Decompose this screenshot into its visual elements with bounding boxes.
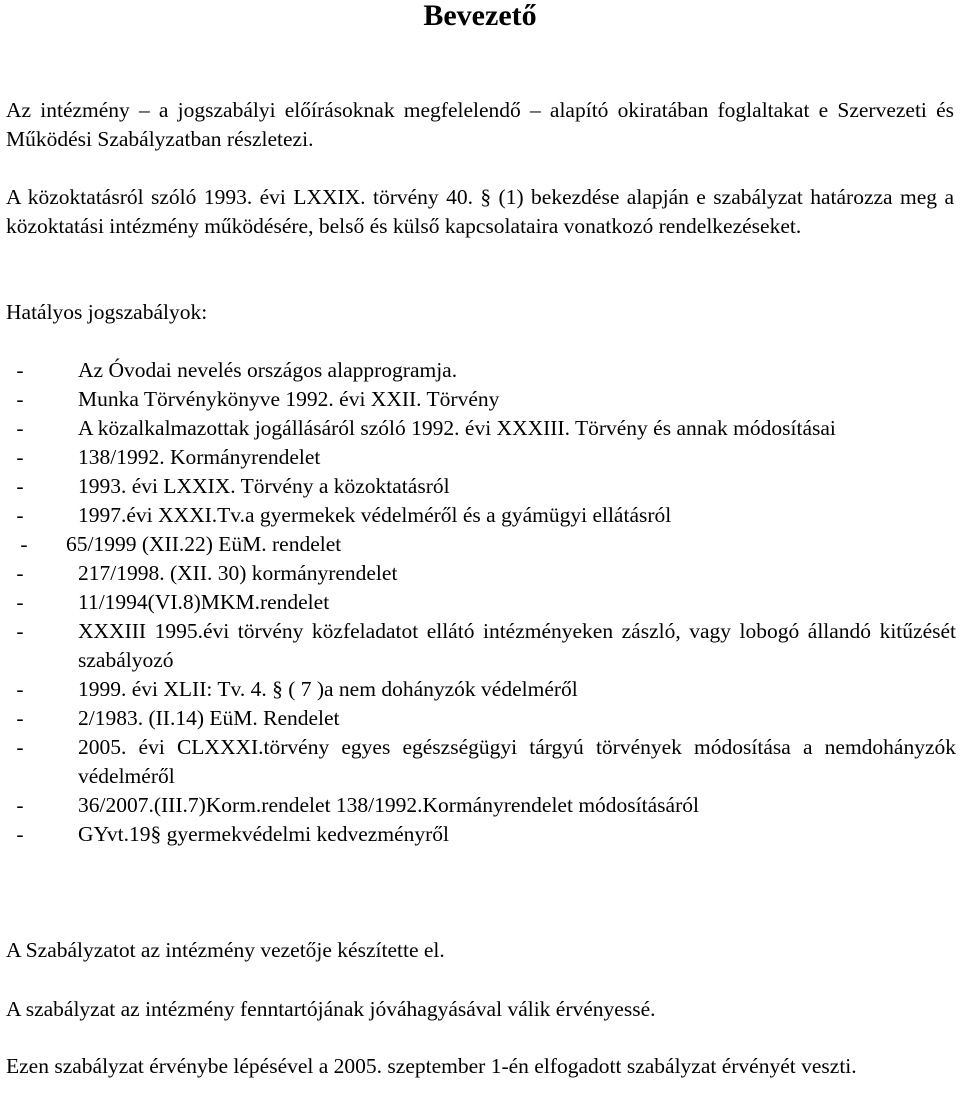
list-dash: - xyxy=(16,387,24,411)
law-text: GYvt.19§ gyermekvédelmi kedvezményről xyxy=(78,822,450,846)
list-dash: - xyxy=(16,619,24,643)
list-item xyxy=(10,443,956,472)
list-item xyxy=(10,530,956,559)
list-dash: - xyxy=(16,735,24,759)
law-text: 2005. évi CLXXXI.törvény egyes egészségügyi tárgyú törvények módosítása a nemdohányzók védelméről xyxy=(78,735,956,788)
law-text: 1999. évi XLII: Tv. 4. § ( 7 )a nem dohányzók védelméről xyxy=(78,677,578,701)
list-dash: - xyxy=(20,532,28,556)
list-item xyxy=(10,791,956,820)
list-dash: - xyxy=(16,706,24,730)
law-text: XXXIII 1995.évi törvény közfeladatot ellátó intézményeken zászló, vagy lobogó állandó kitűzését szabályozó xyxy=(78,619,956,672)
list-dash: - xyxy=(16,590,24,614)
list-dash: - xyxy=(16,561,24,585)
closing-paragraph-1: A Szabályzatot az intézmény vezetője készítette el. xyxy=(6,938,445,962)
page-title: Bevezető xyxy=(423,0,537,32)
law-text: A közalkalmazottak jogállásáról szóló 1992. évi XXXIII. Törvény és annak módosításai xyxy=(78,416,836,440)
law-text: 36/2007.(III.7)Korm.rendelet 138/1992.Kormányrendelet módosításáról xyxy=(78,793,699,817)
law-text: Az Óvodai nevelés országos alapprogramja. xyxy=(78,358,458,382)
law-text: 65/1999 (XII.22) EüM. rendelet xyxy=(66,532,342,556)
list-dash: - xyxy=(16,445,24,469)
list-dash: - xyxy=(16,358,24,382)
law-text: Munka Törvénykönyve 1992. évi XXII. Törvény xyxy=(78,387,500,411)
list-dash: - xyxy=(16,793,24,817)
list-dash: - xyxy=(16,503,24,527)
closing-paragraph-2: A szabályzat az intézmény fenntartójának jóváhagyásával válik érvényessé. xyxy=(6,997,656,1021)
list-item xyxy=(10,588,956,617)
laws-list xyxy=(10,356,956,849)
law-text: 217/1998. (XII. 30) kormányrendelet xyxy=(78,561,398,585)
list-item xyxy=(10,675,956,704)
law-text: 2/1983. (II.14) EüM. Rendelet xyxy=(78,706,340,730)
law-text: 1997.évi XXXI.Tv.a gyermekek védelméről és a gyámügyi ellátásról xyxy=(78,503,672,527)
list-dash: - xyxy=(16,474,24,498)
intro-paragraph-1: Az intézmény – a jogszabályi előírásoknak megfelelendő – alapító okiratában foglaltakat e Szervezeti és Működési Szabályzatban részletezi. xyxy=(6,98,954,151)
intro-paragraph-2: A közoktatásról szóló 1993. évi LXXIX. törvény 40. § (1) bekezdése alapján e szabályzat határozza meg a közoktatási intézmény működésére, belső és külső kapcsolataira vonatkozó rendelkezéseket. xyxy=(6,185,954,238)
closing-paragraph-3: Ezen szabályzat érvénybe lépésével a 2005. szeptember 1-én elfogadott szabályzat érvényét veszti. xyxy=(6,1054,857,1078)
law-text: 11/1994(VI.8)MKM.rendelet xyxy=(78,590,330,614)
list-item xyxy=(10,733,956,791)
list-item xyxy=(10,385,956,414)
list-item xyxy=(10,704,956,733)
list-item xyxy=(10,356,956,385)
list-item xyxy=(10,617,956,675)
law-text: 1993. évi LXXIX. Törvény a közoktatásról xyxy=(78,474,450,498)
list-item xyxy=(10,414,956,443)
list-item xyxy=(10,501,956,530)
laws-heading: Hatályos jogszabályok: xyxy=(6,300,208,324)
list-dash: - xyxy=(16,677,24,701)
list-item xyxy=(10,559,956,588)
list-dash: - xyxy=(16,822,24,846)
list-item xyxy=(10,472,956,501)
list-item xyxy=(10,820,956,849)
list-dash: - xyxy=(16,416,24,440)
law-text: 138/1992. Kormányrendelet xyxy=(78,445,321,469)
